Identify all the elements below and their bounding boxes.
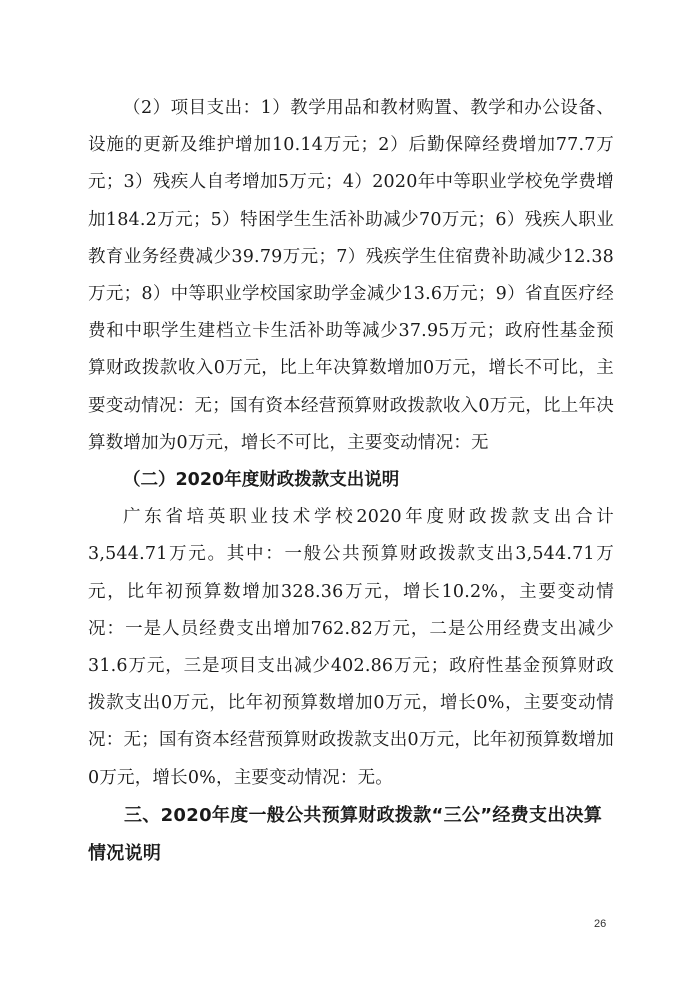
section-heading-fiscal-expenditure: （二）2020年度财政拨款支出说明 [123,470,400,491]
fiscal-expenditure-paragraph: 广东省培英职业技术学校2020年度财政拨款支出合计3,544.71万元。其中：一般公共预算财政拨款支出3,544.71万元，比年初预算数增加328.36万元，增长10.2%，主要变动情况：一是人员经费支出增加762.82万元，二是公用经费支出减少31.6万元，三是项目支出减少402.86万元；政府性基金预算财政拨款支出0万元，比年初预算数增加0万元，增长0%，主要变动情况：无；国有资本经营预算财政拨款支出0万元，比年初预算数增加0万元，增长0%，主要变动情况：无。 [88,507,614,788]
project-expenditure-paragraph: （2）项目支出：1）教学用品和教材购置、教学和办公设备、设施的更新及维护增加10.14万元；2）后勤保障经费增加77.7万元；3）残疾人自考增加5万元；4）2020年中等职业学校免学费增加184.2万元；5）特困学生生活补助减少70万元；6）残疾人职业教育业务经费减少39.79万元；7）残疾学生住宿费补助减少12.38万元；8）中等职业学校国家助学金减少13.6万元；9）省直医疗经费和中职学生建档立卡生活补助等减少37.95万元；政府性基金预算财政拨款收入0万元，比上年决算数增加0万元，增长不可比，主要变动情况：无；国有资本经营预算财政拨款收入0万元，比上年决算数增加为0万元，增长不可比，主要变动情况：无 [88,98,614,453]
page-number: 26 [594,918,607,930]
section-heading-three-public-expenses: 三、2020年度一般公共预算财政拨款“三公”经费支出决算情况说明 [88,804,603,864]
document-body [88,90,614,873]
